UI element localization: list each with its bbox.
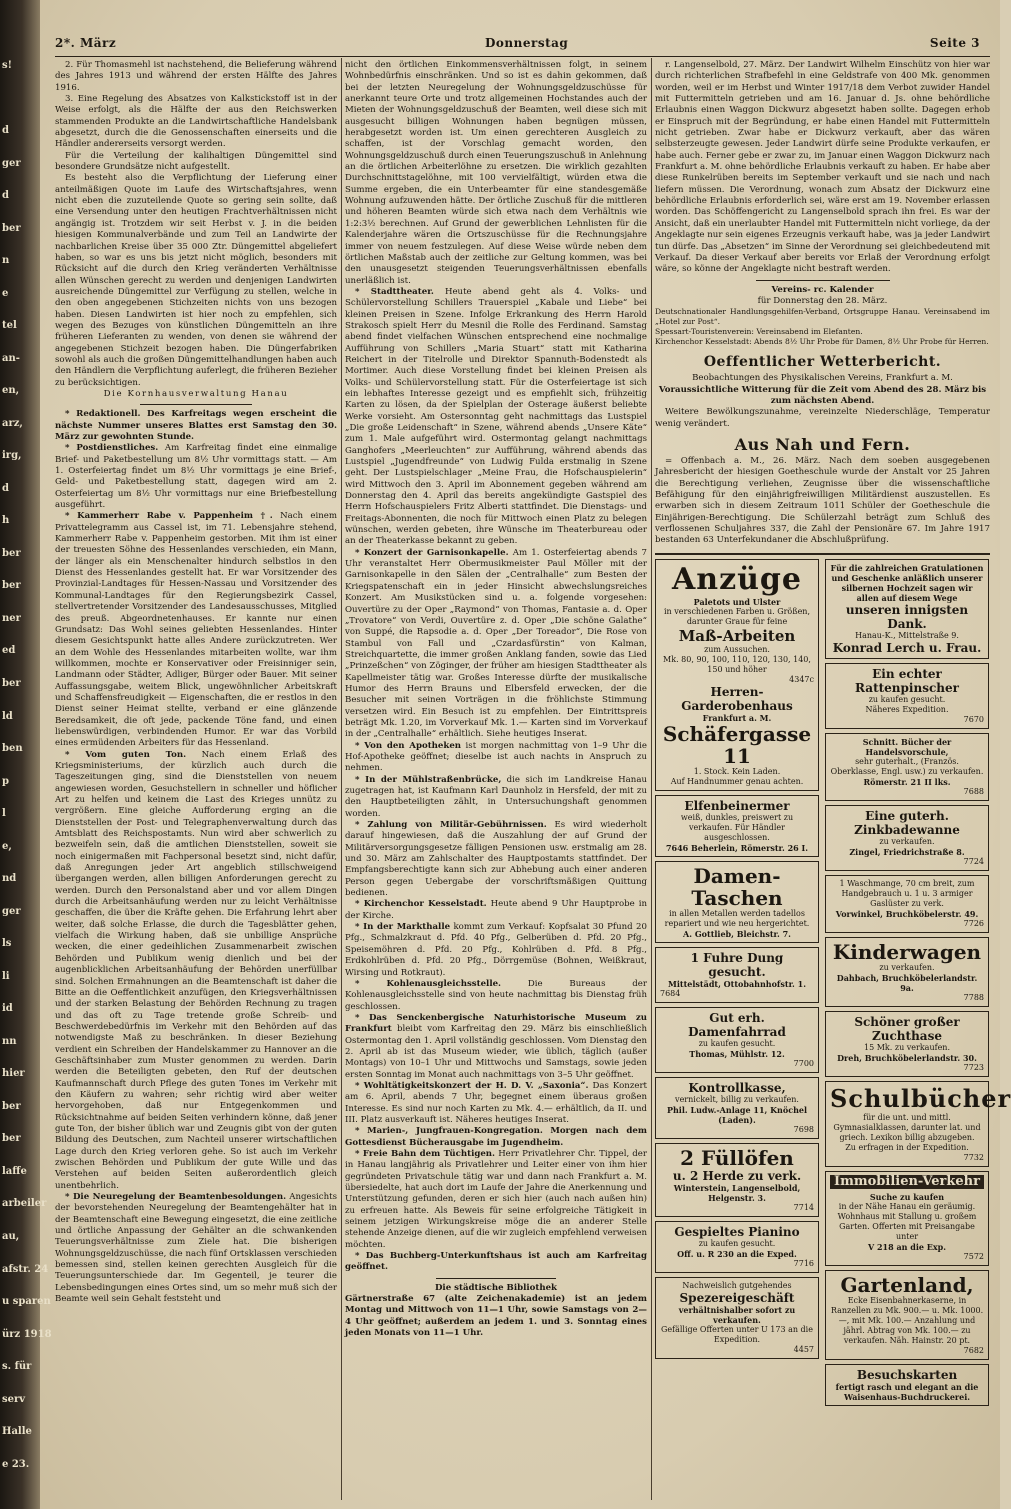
gutter-fragment: id <box>2 1003 13 1014</box>
article-text: Heute abend geht als 4. Volks- und Schülervorstellung Schillers Trauerspiel „Kabale und Liebe“ bei kleinen Preisen in Szene. Infolge Erkrankung des Herrn Harold Strakosch spielt Herr du Mesnil die Rolle des Ferdinand. Samstag abend findet vielfachen Wünschen entsprechend eine nochmalige Aufführung von Schillers „Maria Stuart“ statt mit Katharina Reichert in der Titelrolle und Direktor Spannuth-Bodenstedt als Mortimer. Auch diese Vorstellung findet bei kleinen Preisen als Volks- und Schülervorstellung statt. Für die Osterfeiertage ist sich ein lebhaftes Interesse gezeigt und es empfiehlt sich, frühzeitig Karten zu lösen, da der Spielplan der Osterage äußerst beliebte Werke vorsieht. Am Ostersonntag geht nachmittags das Lustspiel „Die große Leidenschaft“ in Szene, während abends „Unsere Käte“ zum 1. Male aufgeführt wird. Ostermontag gelangt nachmittags Ganghofers „Meerleuchten“ zur Aufführung, während abends das Lustspiel „Jugendfreunde“ von Ludwig Fulda erstmalig in Szene geht. Der Lustspielschlager „Meine Frau, die Hofschauspielerin“ wird Mittwoch den 3. April im Abonnement gegeben während am Donnerstag den 4. April das bereits angekündigte Gastspiel des Herrn Hofschauspielers Fritz Alberti stattfindet. Die Dienstags- und Freitags-Abonnenten, die noch für Mittwoch einen Platz zu belegen wünschen, werden gebeten, ihre Wünsche im Theaterbureau oder an der Theaterkasse bekannt zu geben. <box>345 286 648 547</box>
article-title: * Kammerherr Rabe v. Pappenheim †. <box>65 511 273 522</box>
ad-code: 7684 <box>660 988 681 998</box>
ad-headline: Elfenbeinermer <box>684 798 790 813</box>
gutter-fragment: arz, <box>2 418 23 429</box>
gutter-fragment: ber <box>2 548 21 559</box>
article-paragraph <box>345 922 647 979</box>
ad-pram <box>825 937 989 1007</box>
gutter-fragment: ürz 1918 <box>2 1329 52 1340</box>
adjacent-page-edge <box>0 0 52 1509</box>
ad-text: Nachweislich gutgehendes <box>682 1280 792 1290</box>
ad-text: zum Aussuchen. <box>704 644 770 654</box>
ad-schoolbooks <box>825 1081 1011 1167</box>
ad-column-left <box>655 559 819 1410</box>
ad-headline: unseren innigsten Dank. <box>845 602 969 631</box>
gutter-fragment: ner <box>2 613 21 624</box>
ad-headline: Gut erh. Damenfahrrad <box>688 1010 786 1039</box>
divider <box>436 1278 557 1279</box>
ad-text: Auf Handnummer genau achten. <box>670 776 804 786</box>
header-page-number: Seite 3 <box>929 36 980 50</box>
ad-handbags <box>655 861 819 943</box>
ad-text: zu kaufen gesucht. <box>868 694 946 704</box>
ad-headline: Schöner großer Zuchthase <box>854 1014 960 1043</box>
gutter-fragment: an- <box>2 353 20 364</box>
ad-contact: Phil. Ludw.-Anlage 11, Knöchel (Laden). <box>666 1104 808 1125</box>
ad-prices: Mk. 80, 90, 100, 110, 120, 130, 140, 150 und höher <box>663 654 811 674</box>
gutter-fragment: hier <box>2 1068 25 1079</box>
gutter-fragment: serv <box>2 1394 26 1405</box>
ad-text: fertigt rasch und elegant an die Waisenhaus-Buchdruckerei. <box>835 1381 979 1402</box>
article-paragraph <box>55 1192 337 1305</box>
gutter-fragment: ls <box>2 938 12 949</box>
article-title: * In der Mühlstraßenbrücke, <box>355 774 502 785</box>
ad-headline: Kinderwagen <box>832 939 982 964</box>
header-rule <box>55 56 990 57</box>
ad-text: in der Nähe Hanau ein geräumig. Wohnhaus mit Stallung u. großem Garten. Offerten mit Preisangabe unter <box>837 1201 977 1241</box>
article-text: Die Bureaus der Kohlenausgleichsstelle sind von heute nachmittag bis Dienstag früh geschlossen. <box>345 978 647 1012</box>
ad-text: zu kaufen gesucht. <box>698 1238 776 1248</box>
ad-code: 4457 <box>793 1344 814 1354</box>
ad-text: in verschiedenen Farben u. Größen, darunter Graue für feine <box>664 606 810 626</box>
ad-headline: Gespieltes Pianino <box>674 1224 800 1239</box>
ad-text: weiß, dunkles, preiswert zu verkaufen. Für Händler ausgeschlossen. <box>680 812 794 842</box>
ad-names: Konrad Lerch u. Frau. <box>832 640 982 655</box>
ad-text: in allen Metallen werden tadellos repariert und wie neu hergerichtet. <box>664 908 810 928</box>
gutter-fragment: d <box>2 125 9 136</box>
article-text: Angesichts der bevorstehenden Neuregelung der Beamtengehälter hat in der Beamtenschaft eine Bewegung eingesetzt, die eine zeitliche und örtliche Anpassung der Gehälter an die schwankenden Teuerungsverhältnisse zum Ziele hat. Die bisherigen Wohnungsgeldzuschüsse, die nach fünf Ortsklassen verschieden bemessen sind, stellen keinen gerechten Ausgleich für die Teuerungsunterschiede dar. Im Gegenteil, je teurer die Lebensbedingungen eines Ortes sind, um so mehr muß sich der Beamte weil sein Gehalt feststeht und <box>55 1192 337 1305</box>
ad-code: 7724 <box>963 856 984 866</box>
ad-text: 15 Mk. zu verkaufen. <box>864 1042 950 1052</box>
weather-forecast: Weitere Bewölkungszunahme, vereinzelte Niederschläge, Temperatur wenig verändert. <box>655 407 990 429</box>
ad-contact: V 218 an die Exp. <box>867 1241 946 1252</box>
ad-contact: Dahbach, Bruchköbelerlandstr. 9a. <box>836 972 978 993</box>
library-title: Die städtische Bibliothek <box>434 1282 557 1293</box>
ad-contact: Mittelstädt, Ottobahnhofstr. 1. <box>668 978 806 989</box>
gutter-fragment: ber <box>2 1133 21 1144</box>
article-text: die sich im Landkreise Hanau zugetragen hat, ist Kaufmann Karl Daunholz in Hersfeld, der mit zu den Hauptbeteiligten zählt, in Untersuchungshaft genommen worden. <box>345 774 647 819</box>
gutter-fragment: p <box>2 776 9 787</box>
page-header <box>55 36 990 54</box>
ad-code: 7670 <box>963 714 984 724</box>
ad-dung <box>655 947 819 1003</box>
ad-code: 4347c <box>789 674 814 684</box>
ad-rabbit <box>825 1011 989 1077</box>
ad-text: vernickelt, billig zu verkaufen. <box>675 1094 799 1104</box>
article-title: * Redaktionell. <box>65 409 141 420</box>
gutter-fragment: d <box>2 483 9 494</box>
article-text: Nach einem Privattelegramm aus Cassel ist, im 71. Lebensjahre stehend, Kammerherr Rabe v. Pappenheim gestorben. Mit ihm ist einer der treuesten Söhne des Hessenlandes verschieden, ein Mann, der länger als ein Menschenalter hindurch selbstlos in den Dienst des Hessenlandes gestellt hat. Er war Vorsitzender des Provinzial-Landtages für Hessen-Nassau und Vorsitzender des Kommunal-Landtages für den Regierungsbezirk Cassel, stellvertretender Vorsitzender des Landesausschusses, Mitglied des preuß. Abgeordnetenhauses. Er kannte nur einen Grundsatz: Das Wohl seines geliebten Hessenlandes. Hinter diesem Gesichtspunkt hatte alles Andere zurückzutreten. Wer an dem Wohle des Hessenlandes mitarbeiten wollte, war ihm willkommen, mochte er Konservativer oder Freisinniger sein, Landmann oder Städter, Adliger, Bürger oder Bauer. Mit seiner Auffassungsgabe, weitem Blick, ungewöhnlicher Arbeitskraft und Schaffensfreudigkeit — Eigenschaften, die er restlos in den Dienst seiner Heimat stellte, verband er eine glänzende Beredsamkeit, die oft jede, packende Töne fand, und einen liebenswürdigen, verbindenden Humor. Er war das Vorbild eines ermüdenden Arbeiters für das Hessenland. <box>55 511 338 749</box>
gutter-fragment: d <box>2 190 9 201</box>
ad-contact: Dreh, Bruchköbelerlandstr. 30. <box>837 1052 977 1063</box>
column-divider <box>651 58 652 1500</box>
ad-contact: Gefällige Offerten unter U 173 an die Expedition. <box>661 1324 813 1344</box>
gutter-fragment: afstr. 24 <box>2 1264 49 1275</box>
advertisements <box>655 553 1011 1410</box>
ad-text: Hanau-K., Mittelstraße 9. <box>855 630 959 640</box>
ad-text: zu kaufen gesucht. <box>698 1038 776 1048</box>
gutter-fragment: l <box>2 808 6 819</box>
ad-piano <box>655 1221 819 1273</box>
ad-bicycle <box>655 1007 819 1073</box>
article-text: bleibt vom Karfreitag den 29. März bis einschließlich Ostermontag den 1. April vollständig geschlossen. Vom Dienstag den 2. April ab ist das Museum wieder, wie üblich, täglich (außer Montags) von 10–1 Uhr und Mittwochs und Samstags, sowie jeden ersten Sonntag im Monat auch nachmittags von 3–5 Uhr geöffnet. <box>345 1024 648 1080</box>
ad-code: 7732 <box>963 1152 984 1162</box>
ad-wringer <box>825 875 989 933</box>
article-title: * In der Markthalle <box>355 922 451 933</box>
gutter-fragment: li <box>2 971 10 982</box>
ad-headline: Maß-Arbeiten <box>678 626 796 645</box>
article-paragraph <box>345 899 647 922</box>
article-paragraph: * Das Buchberg-Unterkunftshaus ist auch am Karfreitag geöffnet. <box>345 1251 647 1273</box>
gutter-fragment: ger <box>2 158 21 169</box>
article-title: * Vom guten Ton. <box>65 749 187 760</box>
ad-garden <box>825 1270 989 1360</box>
ad-bathtub <box>825 805 989 871</box>
ad-contact: Näheres Expedition. <box>865 704 949 714</box>
article-paragraph: Für die Verteilung der kalihaltigen Düngemittel sind besondere Grundsätze nicht aufgestellt. <box>55 150 337 173</box>
article-paragraph <box>345 287 647 548</box>
ad-headline: Eine guterh. Zinkbadewanne <box>854 808 960 837</box>
article-paragraph <box>345 1013 647 1081</box>
article-text: Des Karfreitags wegen erscheint die nächste Nummer unseres Blattes erst Samstag den 30. März zur gewohnten Stunde. <box>55 409 337 442</box>
header-weekday: Donnerstag <box>485 36 569 50</box>
ad-code: 7682 <box>963 1345 984 1355</box>
ad-contact: Vorwinkel, Bruchköbelerstr. 49. <box>835 908 979 919</box>
article-paragraph <box>345 979 647 1013</box>
ad-city: Frankfurt a. M. <box>702 712 772 723</box>
ad-text: Für die zahlreichen Gratulationen und Geschenke anläßlich unserer silbernen Hochzeit sagen wir allen auf diesem Wege <box>830 562 984 603</box>
article-text: kommt zum Verkauf: Kopfsalat 30 Pfund 20 Pfg., Schmalzkraut d. Pfd. 40 Pfg., Gelberüben d. Pfd. 20 Pfg., Speisemöhren d. Pfd. 20 Pfg., Kohlrüben d. Pfd. 8 Pfg., Erdkohlrüben d. Pfd. 20 Pfg., Dörrgemüse (Bohnen, Weißkraut, Wirsing und Rotkraut). <box>345 922 647 978</box>
article-text: Am Karfreitag findet eine einmalige Brief- und Paketbestellung um 8½ Uhr vormittags statt. — Am 1. Osterfeiertag findet um 8½ Uhr vormittags je eine Brief-, Geld- und Paketbestellung statt, dagegen wird am 2. Osterfeiertag um 8½ Uhr vormittags nur eine Briefbestellung ausgeführt. <box>55 443 337 511</box>
ad-contact: Römerstr. 21 II lks. <box>863 776 951 787</box>
article-title: * Zahlung von Militär-Gebührnissen. <box>355 820 547 831</box>
article-paragraph <box>345 1126 647 1149</box>
article-paragraph <box>345 741 647 775</box>
divider <box>756 280 890 281</box>
gutter-fragment: e, <box>2 841 12 852</box>
ad-headline: Schnitt. Bücher der Handelsvorschule, <box>862 736 952 757</box>
gutter-fragment: ld <box>2 711 13 722</box>
ad-headline: Besuchskarten <box>856 1367 958 1382</box>
article-paragraph <box>345 1081 647 1126</box>
article-text: Nach einem Erlaß des Kriegsministeriums, der kürzlich auch durch die Tageszeitungen ging, sind die Dienststellen von neuem angewiesen worden, Gesuchstellern in schneller und höflicher Art zu helfen und keinem die Last des Krieges unnütz zu vergrößern. Eine gleiche Aufforderung erging an die Dienststellen der Post- und Telegraphenverwaltung durch das Amtsblatt des Reichspostamts. Nun wird aber schwerlich zu bezweifeln sein, daß die amtlichen Dienststellen, soweit sie noch einigermaßen mit Fachpersonal besetzt sind, nicht dafür, daß Anregungen jeder Art angeblich stillschweigend übergangen werden, allen billigen Anforderungen gerecht zu werden. Durch den Personalstand aber und vor allem Dingen durch die Arbeitsanhäufung werden nur zu leicht Verhältnisse geschaffen, die über die Kräfte gehen. Die Erfahrung lehrt aber weiter, daß solche Erlasse, die durch die Tagesblätter gehen, vielfach die Wirkung haben, daß sie unbillige Ansprüche wecken, die einer gedeihlichen Zusammenarbeit zwischen Behörden und Publikum wenig dienlich und bei der augenblicklichen Arbeitsanhäufung der Behörden unerfüllbar sind. Solchen Ermahnungen an die Beamtenschaft ist daher die Bitte an die Oeffentlichkeit anzufügen, den Kriegsverhältnissen und der starken Belastung der Behörden Rechnung zu tragen und das oft zu Tage tretende große Schreib- und Beschwerdebedürfnis im Verkehr mit den Behörden auf das notwendigste Maß zu beschränken. In dieser Beziehung verdient ein Schreiben der Handelskammer zu Hannover an die Geschäftsinhaber zum Muster genommen zu werden. Darin werden die Beteiligten gebeten, den Ruf der deutschen Kaufmannschaft durch Pflege des guten Tones im Verkehr mit den Käufern zu wahren; sehr richtig wird aber weiter hervorgehoben, daß nur Entgegenkommen und Rücksichtnahme auf beiden Seiten verhindern könne, daß jener gute Ton, der bisher üblich war und Zeugnis gibt von der guten Bildung des Deutschen, zum Nachteil unserer wirtschaftlichen Lage durch den Krieg verloren gehe. So ist auch im Verkehr zwischen Behörden und Publikum der gute Wille und das Verstehen auf beiden Seiten außerordentlich gleich unentbehrlich. <box>55 749 338 1191</box>
article-paragraph <box>345 775 647 820</box>
ad-contact: A. Gottlieb, Bleichstr. 7. <box>683 928 791 939</box>
gutter-fragment: au, <box>2 1231 20 1242</box>
article-title: * Konzert der Garnisonkapelle. <box>355 547 509 558</box>
ad-code: 7714 <box>793 1202 814 1212</box>
ad-books <box>825 733 989 801</box>
article-title: * Die Neuregelung der Beamtenbesoldungen. <box>65 1192 287 1203</box>
weather-forecast-header: Voraussichtliche Witterung für die Zeit vom Abend des 28. März bis zum nächsten Abend. <box>658 384 987 406</box>
gutter-fragment: u sparen <box>2 1296 51 1307</box>
ad-text: 1 Waschmange, 70 cm breit, zum Handgebrauch u. 1 u. 3 armiger Gaslüster zu verk. <box>839 878 975 908</box>
gutter-fragment: ben <box>2 743 23 754</box>
ad-code: 7788 <box>963 992 984 1002</box>
weather-subtitle: Beobachtungen des Physikalischen Vereins, Frankfurt a. M. <box>692 373 953 384</box>
article-paragraph <box>55 409 337 443</box>
ad-headline: Schulbücher <box>830 1083 1011 1113</box>
ad-contact: Off. u. R 230 an die Exped. <box>677 1248 797 1259</box>
article-paragraph: 2. Für Thomasmehl ist nachstehend, die Belieferung während des Jahres 1913 und während der ersten Hälfte des Jahres 1916. <box>55 60 337 93</box>
article-title: * Das Senckenbergische Naturhistorische Museum zu Frankfurt <box>345 1012 647 1035</box>
column-3 <box>655 60 1011 1500</box>
ad-headline: Kontrollkasse, <box>688 1080 786 1095</box>
article-text: ist morgen nachmittag von 1–9 Uhr die Hof-Apotheke geöffnet; dieselbe ist auch nachts in Anspruch zu nehmen. <box>345 740 647 774</box>
gutter-fragment: n <box>2 255 10 266</box>
article-paragraph <box>55 511 337 749</box>
gutter-fragment: e 23. <box>2 1459 30 1470</box>
article-text: Herr Privatlehrer Chr. Tippel, der in Hanau langjährig als Privatlehrer und Leiter einer von ihm hier gegründeten Privatschule tätig war und dann nach Frankfurt a. M. übersiedelte, hat auch dort im Laufe der Jahre die Anerkennung und Unterstützung gefunden, deren er sich hier (auch nach außen hin) zu erfreuen hatte. Als Beweis für seine erfolgreiche Tätigkeit in seinem jetzigen Wirkungskreise möge die an anderer Stelle stehende Anzeige dienen, auf die wir zugleich empfehlend verweisen möchten. <box>345 1149 648 1250</box>
calendar-subtitle: für Donnerstag den 28. März. <box>757 295 888 306</box>
header-date: 2*. März <box>55 36 117 50</box>
gutter-fragment: Halle <box>2 1426 32 1437</box>
weather-title: Oeffentlicher Wetterbericht. <box>703 354 942 371</box>
gutter-fragment: s! <box>2 60 13 71</box>
gutter-fragment: ber <box>2 223 21 234</box>
article-title: * Postdienstliches. <box>65 443 159 454</box>
ad-code: 7723 <box>963 1062 984 1072</box>
ad-code: 7688 <box>963 786 984 796</box>
gutter-fragment: nn <box>2 1036 17 1047</box>
ad-text: 1. Stock. Kein Laden. <box>693 766 781 776</box>
ad-headline: Suche zu kaufen <box>869 1191 945 1202</box>
ad-store: Herren-Garderobenhaus <box>681 684 793 713</box>
ad-code: 7698 <box>793 1124 814 1134</box>
gutter-fragment: ber <box>2 678 21 689</box>
ad-code: 7726 <box>963 918 984 928</box>
column-2 <box>345 60 647 1500</box>
article-paragraph <box>345 1149 647 1251</box>
ad-contact: Thomas, Mühlstr. 12. <box>689 1048 785 1059</box>
calendar-title: Vereins- rc. Kalender <box>771 284 874 295</box>
ad-headline: u. 2 Herde zu verk. <box>672 1168 802 1183</box>
ad-text: zu verkaufen. <box>879 836 935 846</box>
article-title: * Stadttheater. <box>355 286 434 297</box>
calendar-entry: Spessart-Touristenverein: Vereinsabend im Elefanten. <box>655 327 863 337</box>
library-notice: Gärtnerstraße 67 (alte Zeichenakademie) ist an jedem Montag und Mittwoch von 11—1 Uhr, sowie Samstags von 2—4 Uhr geöffnet; außerdem an jedem 1. und 3. Sonntag eines jeden Monats von 11—1 Uhr. <box>345 1294 647 1339</box>
section-title: Aus Nah und Fern. <box>734 434 911 454</box>
ad-section-banner: Immobilien-Verkehr <box>830 1175 984 1189</box>
article-paragraph: r. Langenselbold, 27. März. Der Landwirt Wilhelm Einschütz von hier war durch richterlichen Strafbefehl in eine Geldstrafe von 400 Mk. genommen worden, weil er im Herbst und Winter 1917/18 dem Verbot zuwider Handel mit Futtermitteln getrieben und am 16. Januar d. Js. ohne behördliche Erlaubnis einen Waggon Dickwurz abgesetzt haben sollte. Dagegen erhob er Einspruch mit der Begründung, er habe einen Handel mit Futtermitteln nicht getrieben. Zwar habe er Dickwurz verkauft, aber das wären selbsterzeugte gewesen. Jeder Landwirt dürfe seine Produkte verkaufen, er habe auch. Ferner gebe er zwar zu, im Januar einen Waggon Dickwurz nach Frankfurt a. M. ohne behördliche Erlaubnis verkauft zu haben. Er habe aber diese Runkelrüben bereits im September verkauft und sie nach und nach liefern müssen. Die Verordnung, wonach zum Absatz der Dickwurz eine behördliche Erlaubnis erforderlich sei, wäre erst am 19. November erlassen worden. Das Schöffengericht zu Langenselbold sprach ihn frei. Es war der Ansicht, daß ein unerlaubter Handel mit Futtermitteln nicht vorliege, da der Angeklagte nur sein eigenes Erzeugnis verkauft habe, was ja jeder Landwirt tun dürfe. Das „Absetzen“ im Sinne der Verordnung sei gleichbedeutend mit Verkauf. Da dieser Verkauf aber bereits vor Erlaß der Verordnung erfolgt wäre, so könne der Angeklagte nicht bestraft werden. <box>655 60 990 275</box>
gutter-fragment: irg, <box>2 450 22 461</box>
gutter-fragment: laffe <box>2 1166 27 1177</box>
article-text: Morgen nach dem Gottesdienst Bücherausgabe im Jugendheim. <box>345 1126 647 1148</box>
ad-ovens <box>655 1143 819 1217</box>
gutter-fragment: en, <box>2 385 20 396</box>
gutter-fragment: ber <box>2 1101 21 1112</box>
ad-contact: Zingel, Friedrichstraße 8. <box>849 846 965 857</box>
gutter-fragment: ed <box>2 645 16 656</box>
ad-code: 7572 <box>963 1251 984 1261</box>
gutter-fragment: tel <box>2 320 17 331</box>
column-1 <box>55 60 337 1500</box>
ad-headline: Damen-Taschen <box>691 863 783 910</box>
ad-text: sehr guterhalt., (Französ. Oberklasse, Engl. usw.) zu verkaufen. <box>830 756 984 776</box>
article-paragraph: nicht den örtlichen Einkommensverhältnissen folgt, in seinem Wohnbedürfnis einschränken. Und so ist es dahin gekommen, daß bei der letzten Neuregelung der Wohnungsgeldzuschüsse für anerkannt teure Orte und trotz allgemeinen Hochstandes auch der Mieten der Wohnungsgeldzuschuß der Beamten, weil diese sich mit ausgesucht billigen Wohnungen haben begnügen müssen, herabgesetzt worden ist. Um einen gerechteren Ausgleich zu schaffen, ist der Vorschlag gemacht worden, den Wohnungsgeldzuschuß durch einen Teuerungszuschuß in Anlehnung an die örtlichen Arbeiterlöhne zu ersetzen. Die wirklich gezahlten Durchschnittstagelöhne, mit 100 vervielfältigt, würden etwa die Summe ergeben, die ein Unterbeamter für eine standesgemäße Wohnung aufzuwenden hätte. Der örtliche Zuschuß für die mittleren und höheren Beamten würde sich etwa nach dem Verhältnis wie 1:2:3½ berechnen. Auf Grund der gewerblichen Lehnlisten für die Kalenderjahre wären die Ortszuschüsse für die Rechnungsjahre immer von neuem festzulegen. Auf diese Weise würde neben dem örtlichen Maßstab auch der zeitliche zur Geltung kommen, was bei den unausgesetzt steigenden Teuerungsverhältnissen ebenfalls unerläßlich ist. <box>345 60 647 286</box>
article-title: * Marien-, Jungfrauen-Kongregation. <box>355 1126 543 1137</box>
ad-text: für die unt. und mittl. Gymnasialklassen, darunter lat. und griech. Lexikon billig abzugeben. <box>833 1112 981 1142</box>
divider <box>140 404 253 405</box>
ad-suits <box>655 559 819 791</box>
ad-headline: Spezereigeschäft <box>679 1290 795 1305</box>
ad-register <box>655 1077 819 1139</box>
article-title: * Wohltätigkeitskonzert der H. D. V. „Saxonia“. <box>355 1080 589 1091</box>
ad-stove <box>655 795 819 857</box>
ad-text: Ecke Eisenbahnerkaserne, in Ranzellen zu Mk. 900.— u. Mk. 1000.—, mit Mk. 100.— Anzahlung und jährl. Abtrag von Mk. 100.— zu verkaufen. Näh. Hainstr. 20 pt. <box>830 1295 984 1345</box>
ad-text: zu verkaufen. <box>879 962 935 972</box>
ad-cards <box>825 1364 989 1406</box>
calendar-entry: Kirchenchor Kesselstadt: Abends 8½ Uhr Probe für Damen, 8½ Uhr Probe für Herren. <box>655 337 989 347</box>
article-paragraph <box>345 820 647 899</box>
ad-column-right <box>825 559 1011 1410</box>
ad-contact: Winterstein, Langenselbold, Helgenstr. 3. <box>673 1182 801 1203</box>
article-paragraph <box>345 548 647 741</box>
article-text: Am 1. Osterfeiertag abends 7 Uhr veranstaltet Herr Obermusikmeister Paul Möller mit der Garnisonkapelle in den Sälen der „Centralhalle“ zum Besten der Kriegspatenschaft ein in jeder Hinsicht abwechslungsreiches Konzert. Am Musikstücken sind u. a. folgende vorgesehen: Ouvertüre zu der Oper „Raymond“ von Thomas, Fantasie a. d. Oper „Trovatore“ von Verdi, Ouvertüre z. d. Oper „Die schöne Galathe“ von Suppé, die Rapsodie a. d. Oper „Der Toreador“, Die Rose von Stambul von Fall und „Czardasfürstin“ von Kalman, Streichquartette, die immer großen Anklang fanden, sowie das Lied „Prinzeßchen“ von Zöginger, der früher am hiesigen Stadttheater als Kapellmeister tätig war. Großes Interesse dürfte der musikalische Humor des Herrn Brauns und Elbersfeld erwecken, der die Besucher mit seinen Vorträgen in die fröhlichste Stimmung versetzen wird. Ein Besuch ist zu empfehlen. Der Eintrittspreis beträgt Mk. 1.20, im Vorverkauf Mk. 1.— Karten sind im Vorverkauf in der „Centralhalle“ erhältlich. Siehe heutiges Inserat. <box>345 547 648 740</box>
ad-contact: Zu erfragen in der Expedition. <box>845 1142 969 1152</box>
gutter-fragment: nd <box>2 873 17 884</box>
article-text: Heute abend 9 Uhr Hauptprobe in der Kirche. <box>345 899 647 921</box>
ad-code: 7716 <box>793 1258 814 1268</box>
article-paragraph: = Offenbach a. M., 26. März. Nach dem soeben ausgegebenen Jahresbericht der hiesigen Goetheschule wurde der Anstalt vor 25 Jahren die Berechtigung verliehen, Zeugnisse über die wissenschaftliche Befähigung für den einjährigfreiwilligen Militärdienst auszustellen. Es erwarben sich in diesem Zeitraum 1011 Schüler der Goetheschule die Einjährigen-Berechtigung. Die Schülerzahl beträgt zum Schluß des verflossenen Schuljahres 337, die Zahl der Pensionäre 67. Im Jahre 1917 bestanden 63 Unterfekundaner die Abschlußprüfung. <box>655 455 990 546</box>
column-divider <box>341 58 342 1500</box>
article-text: Das Konzert am 6. April, abends 7 Uhr, begegnet einem überaus großen Interesse. Es sind nur noch Karten zu Mk. 4.— erhältlich, da II. und III. Platz ausverkauft ist. Näheres heutiges Inserat. <box>345 1080 648 1125</box>
ad-subline: Paletots und Ulster <box>693 596 781 607</box>
article-text: Es wird wiederholt darauf hingewiesen, daß die Auszahlung der auf Grund der Militärversorgungsgesetze fälligen Pensionen usw. erstmalig am 28. und 30. März am Zahlschalter des Hauptpostamts stattfindet. Der Empfangsberechtigte kann sich zur Abhebung auch einer anderen Person gegen Uebergabe der vorschriftsmäßigen Quittung bedienen. <box>345 820 647 899</box>
ad-thanks <box>825 559 989 659</box>
ad-headline: Anzüge <box>672 561 802 597</box>
calendar-entry: Deutschnationaler Handlungsgehilfen-Verband, Ortsgruppe Hanau. Vereinsabend im „Hotel zur Post“. <box>655 307 990 327</box>
ad-realestate <box>825 1171 989 1266</box>
article-paragraph <box>55 443 337 511</box>
article-title: * Kohlenausgleichsstelle. <box>355 978 502 989</box>
ad-code: 7700 <box>793 1058 814 1068</box>
article-title: * Freie Bahn dem Tüchtigen. <box>355 1149 496 1159</box>
ad-headline: 1 Fuhre Dung gesucht. <box>690 950 784 979</box>
ad-headline: Gartenland, <box>840 1272 974 1297</box>
gutter-fragment: arbeiler <box>2 1198 47 1209</box>
article-title: * Von den Apotheken <box>355 740 462 751</box>
article-title: * Kirchenchor Kesselstadt. <box>355 899 487 910</box>
ad-contact: 7646 Beherlein, Römerstr. 26 I. <box>665 842 809 853</box>
gutter-fragment: ger <box>2 906 21 917</box>
gutter-fragment: ber <box>2 580 21 591</box>
ad-grocery <box>655 1277 819 1359</box>
ad-headline: 2 Füllöfen <box>680 1145 794 1170</box>
ad-address: Schäfergasse 11 <box>662 721 812 768</box>
article-paragraph: 3. Eine Regelung des Absatzes von Kalkstickstoff ist in der Weise erfolgt, als die Hälfte der aus den Reichswerken stammenden Produkte an die Landwirtschaftliche Handelsbank abgesetzt, durch die die Genossenschaften einerseits und die Händler andererseits versorgt werden. <box>55 94 337 150</box>
article-paragraph <box>55 750 337 1192</box>
article-signature: Die Kornhausverwaltung Hanau <box>103 388 289 399</box>
ad-headline: Ein echter Rattenpinscher <box>855 666 959 695</box>
ad-dog <box>825 663 989 729</box>
article-paragraph: Es besteht also die Verpflichtung der Lieferung einer anteilmäßigen Quote im Laufe des Wirtschaftsjahres, wenn nicht eben die zuzuteilende Quote so gering sein sollte, daß eine Versendung unter den heutigen Frachtverhältnissen nicht angängig ist. Trotzdem wir seit Herbst v. J. in die beiden hiesigen Kommunalverbände und zum Teil an Landwirte der nachbarlichen Kreise über 35 000 Ztr. Düngemittel abgeliefert haben, so war es uns bis jetzt nicht möglich, besonders mit Rücksicht auf die durch den Krieg veränderten Verhältnisse allen Wünschen gerecht zu werden und denjenigen Landwirten ausreichende Düngemittel zur Verfügung zu stellen, welche in den oben angegebenen Stichzeiten nichts von uns bezogen haben. Diesen Landwirten ist hier noch zu empfehlen, sich wegen des Bezuges von künstlichen Düngemitteln an ihre früheren Lieferanten zu wenden, von denen sie während der angegebenen Stichzeit bezogen haben. Die Düngerfabriken sowohl als auch die großen Düngemittelhandlungen haben auch den Händlern die Verpflichtung auferlegt, die früheren Bezieher zu berücksichtigen. <box>55 173 337 388</box>
ad-text: verhältnishalber sofort zu verkaufen. <box>678 1304 796 1325</box>
gutter-fragment: e <box>2 288 9 299</box>
gutter-fragment: h <box>2 515 10 526</box>
gutter-fragment: s. für <box>2 1361 32 1372</box>
